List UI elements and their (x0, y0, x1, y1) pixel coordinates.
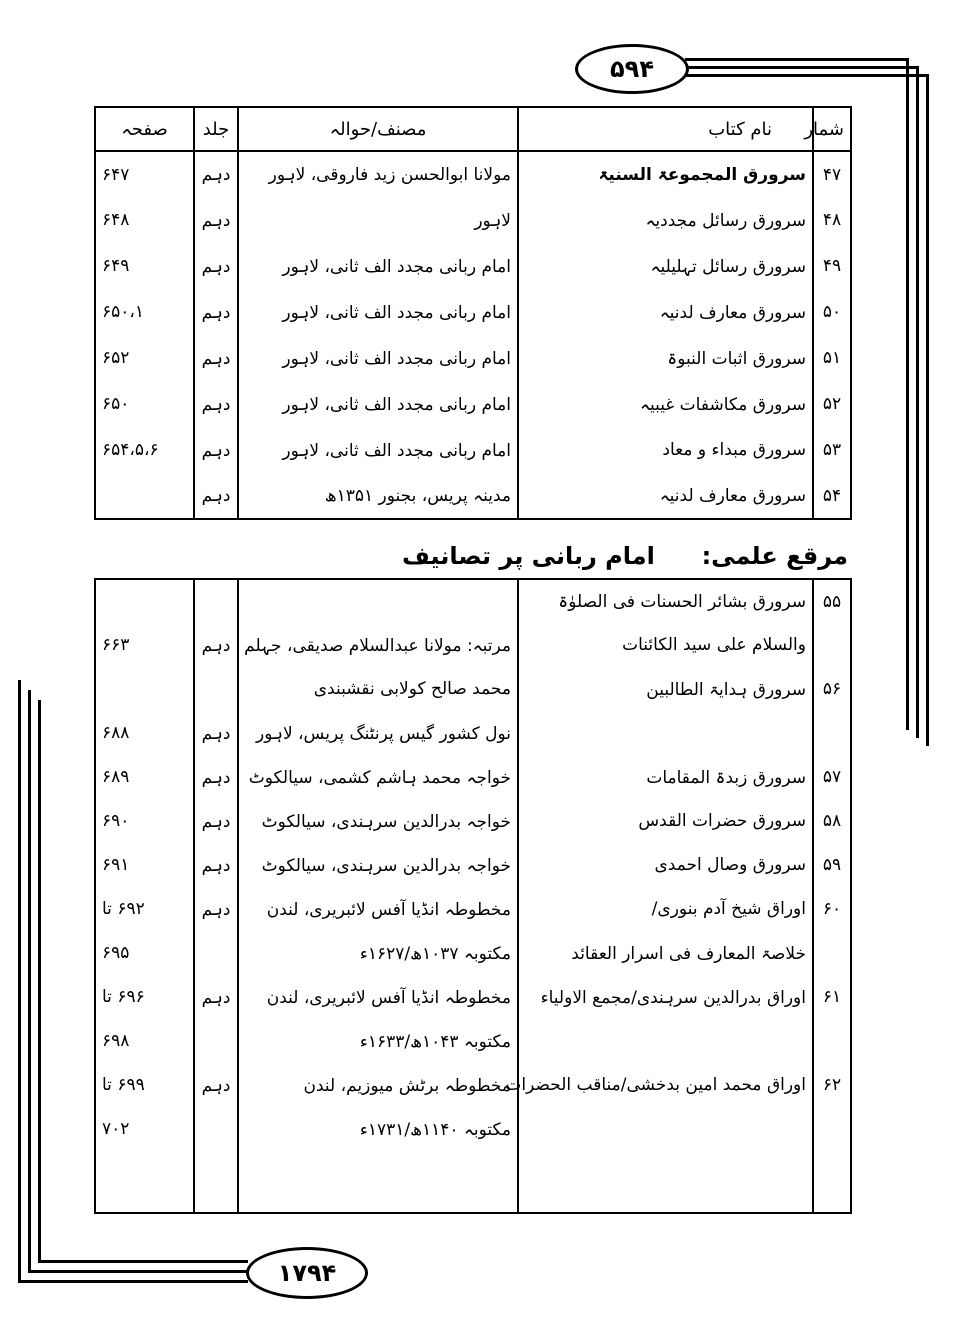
row-page: ۶۸۸ (95, 711, 194, 755)
row-volume: دہم (194, 243, 238, 289)
row-title (518, 1019, 813, 1063)
row-number: ۴۷ (813, 151, 851, 197)
row-author: مکتوبہ ۱۰۳۷ھ/۱۶۲۷ء (238, 931, 518, 975)
table-row (95, 623, 851, 667)
row-volume: دہم (194, 197, 238, 243)
frame-line (28, 1270, 248, 1273)
row-number: ۶۲ (813, 1063, 851, 1107)
table-filler-row (95, 1151, 851, 1213)
table-row (95, 755, 851, 799)
row-number: ۴۹ (813, 243, 851, 289)
frame-line (685, 66, 919, 69)
row-page: ۶۴۹ (95, 243, 194, 289)
table-row (95, 243, 851, 289)
frame-line (906, 58, 909, 730)
row-number: ۶۰ (813, 887, 851, 931)
frame-line (28, 690, 31, 1273)
row-page: ۶۹۶ تا (95, 975, 194, 1019)
row-page: ۶۴۷ (95, 151, 194, 197)
section-prefix: مرقع علمی: (701, 542, 848, 570)
row-number: ۵۳ (813, 427, 851, 473)
row-volume (194, 931, 238, 975)
row-title: سرورق معارف لدنیہ (518, 289, 813, 335)
table-books-1 (94, 106, 852, 520)
table-body (95, 151, 851, 519)
row-number (813, 623, 851, 667)
row-page: ۶۵۰،۱ (95, 289, 194, 335)
frame-line (18, 680, 21, 1283)
table-row (95, 335, 851, 381)
row-author (238, 579, 518, 623)
row-author: خواجہ بدرالدین سرہندی، سیالکوٹ (238, 799, 518, 843)
frame-line (685, 74, 929, 77)
row-page: ۶۹۵ (95, 931, 194, 975)
table-row (95, 427, 851, 473)
row-volume: دہم (194, 335, 238, 381)
frame-line (685, 58, 909, 61)
row-volume: دہم (194, 427, 238, 473)
row-title: سرورق رسائل مجددیہ (518, 197, 813, 243)
table-row (95, 197, 851, 243)
table-row (95, 289, 851, 335)
row-author: مرتبہ: مولانا عبدالسلام صدیقی، جہلم (238, 623, 518, 667)
table-row (95, 711, 851, 755)
row-volume: دہم (194, 843, 238, 887)
row-author: خواجہ محمد ہاشم کشمی، سیالکوٹ (238, 755, 518, 799)
frame-line (926, 74, 929, 746)
row-author: نول کشور گیس پرنٹنگ پریس، لاہور (238, 711, 518, 755)
row-author: امام ربانی مجدد الف ثانی، لاہور (238, 243, 518, 289)
row-volume: دہم (194, 289, 238, 335)
row-title: خلاصۃ المعارف فی اسرار العقائد (518, 931, 813, 975)
row-page: ۶۴۸ (95, 197, 194, 243)
row-volume: دہم (194, 975, 238, 1019)
row-volume: دہم (194, 887, 238, 931)
row-author: مکتوبہ ۱۰۴۳ھ/۱۶۳۳ء (238, 1019, 518, 1063)
section-title: امام ربانی پر تصانیف (401, 542, 655, 570)
table-row (95, 887, 851, 931)
table-row (95, 1063, 851, 1107)
row-number: ۵۸ (813, 799, 851, 843)
row-volume (194, 579, 238, 623)
table-row (95, 843, 851, 887)
row-author: امام ربانی مجدد الف ثانی، لاہور (238, 427, 518, 473)
row-volume: دہم (194, 799, 238, 843)
row-volume: دہم (194, 755, 238, 799)
row-author: امام ربانی مجدد الف ثانی، لاہور (238, 289, 518, 335)
row-volume: دہم (194, 711, 238, 755)
row-page: ۶۵۰ (95, 381, 194, 427)
header-title: نام کتاب (518, 107, 813, 151)
row-author: مخطوطہ انڈیا آفس لائبریری، لندن (238, 887, 518, 931)
row-number: ۵۶ (813, 667, 851, 711)
header-volume: جلد (194, 107, 238, 151)
row-page (95, 667, 194, 711)
row-title: سرورق مکاشفات غیبیہ (518, 381, 813, 427)
table-row (95, 473, 851, 519)
row-volume: دہم (194, 473, 238, 519)
row-number: ۵۷ (813, 755, 851, 799)
row-volume (194, 667, 238, 711)
top-page-number: ۵۹۴ (575, 44, 689, 94)
table-row (95, 151, 851, 197)
row-number: ۶۱ (813, 975, 851, 1019)
row-title (518, 711, 813, 755)
empty-cell (95, 1151, 194, 1213)
empty-cell (194, 1151, 238, 1213)
table-books-2 (94, 578, 852, 1214)
row-author: امام ربانی مجدد الف ثانی، لاہور (238, 381, 518, 427)
empty-cell (518, 1151, 813, 1213)
row-title: سرورق رسائل تہلیلیہ (518, 243, 813, 289)
row-author: مخطوطہ برٹش میوزیم، لندن (238, 1063, 518, 1107)
row-page: ۷۰۲ (95, 1107, 194, 1151)
row-volume: دہم (194, 151, 238, 197)
table-header-row (95, 107, 851, 151)
row-page: ۶۹۸ (95, 1019, 194, 1063)
row-number: ۵۴ (813, 473, 851, 519)
table-row (95, 579, 851, 623)
header-author: مصنف/حوالہ (238, 107, 518, 151)
row-page (95, 579, 194, 623)
row-title: اوراق بدرالدین سرہندی/مجمع الاولیاء (518, 975, 813, 1019)
row-author: محمد صالح کولابی نقشبندی (238, 667, 518, 711)
table-row (95, 799, 851, 843)
frame-line (38, 1260, 248, 1263)
row-title (518, 1107, 813, 1151)
row-page: ۶۵۲ (95, 335, 194, 381)
frame-line (18, 1280, 248, 1283)
row-title: سرورق وصال احمدی (518, 843, 813, 887)
empty-cell (813, 1151, 851, 1213)
row-number: ۵۹ (813, 843, 851, 887)
row-page: ۶۹۱ (95, 843, 194, 887)
row-title: والسلام علی سید الکائنات (518, 623, 813, 667)
row-page (95, 473, 194, 519)
row-page: ۶۶۳ (95, 623, 194, 667)
row-volume: دہم (194, 381, 238, 427)
row-title: سرورق مبداء و معاد (518, 427, 813, 473)
row-author: لاہور (238, 197, 518, 243)
row-author: امام ربانی مجدد الف ثانی، لاہور (238, 335, 518, 381)
row-number: ۵۵ (813, 579, 851, 623)
empty-cell (238, 1151, 518, 1213)
frame-line (38, 700, 41, 1263)
table-row (95, 931, 851, 975)
table-body (95, 579, 851, 1213)
row-author: مدینہ پریس، بجنور ۱۳۵۱ھ (238, 473, 518, 519)
row-title: سرورق معارف لدنیہ (518, 473, 813, 519)
row-title: اوراق شیخ آدم بنوری/ (518, 887, 813, 931)
frame-line (916, 66, 919, 738)
row-author: مخطوطہ انڈیا آفس لائبریری، لندن (238, 975, 518, 1019)
row-page: ۶۹۲ تا (95, 887, 194, 931)
row-title: سرورق ہدایۃ الطالبین (518, 667, 813, 711)
row-volume: دہم (194, 623, 238, 667)
table-row (95, 975, 851, 1019)
row-author: مولانا ابوالحسن زید فاروقی، لاہور (238, 151, 518, 197)
row-number (813, 1107, 851, 1151)
row-title: سرورق بشائر الحسنات فی الصلوٰۃ (518, 579, 813, 623)
row-number (813, 711, 851, 755)
table-row (95, 1107, 851, 1151)
bottom-page-number: ۱۷۹۴ (246, 1247, 368, 1299)
row-page: ۶۸۹ (95, 755, 194, 799)
row-number (813, 1019, 851, 1063)
row-page: ۶۹۰ (95, 799, 194, 843)
row-author: مکتوبہ ۱۱۴۰ھ/۱۷۳۱ء (238, 1107, 518, 1151)
row-author: خواجہ بدرالدین سرہندی، سیالکوٹ (238, 843, 518, 887)
row-volume: دہم (194, 1063, 238, 1107)
header-page: صفحہ (95, 107, 194, 151)
row-number: ۵۰ (813, 289, 851, 335)
row-title: اوراق محمد امین بدخشی/مناقب الحضرات (518, 1063, 813, 1107)
row-title: سرورق حضرات القدس (518, 799, 813, 843)
row-title: سرورق اثبات النبوۃ (518, 335, 813, 381)
row-number: ۵۱ (813, 335, 851, 381)
header-no: شمار (813, 107, 851, 151)
table-row (95, 667, 851, 711)
row-number (813, 931, 851, 975)
table-row (95, 1019, 851, 1063)
row-page: ۶۵۴،۵،۶ (95, 427, 194, 473)
row-title: سرورق المجموعۃ السنیۃ (518, 151, 813, 197)
row-number: ۴۸ (813, 197, 851, 243)
row-title: سرورق زبدۃ المقامات (518, 755, 813, 799)
row-number: ۵۲ (813, 381, 851, 427)
table-row (95, 381, 851, 427)
row-page: ۶۹۹ تا (95, 1063, 194, 1107)
row-volume (194, 1107, 238, 1151)
section-heading (402, 542, 848, 570)
row-volume (194, 1019, 238, 1063)
